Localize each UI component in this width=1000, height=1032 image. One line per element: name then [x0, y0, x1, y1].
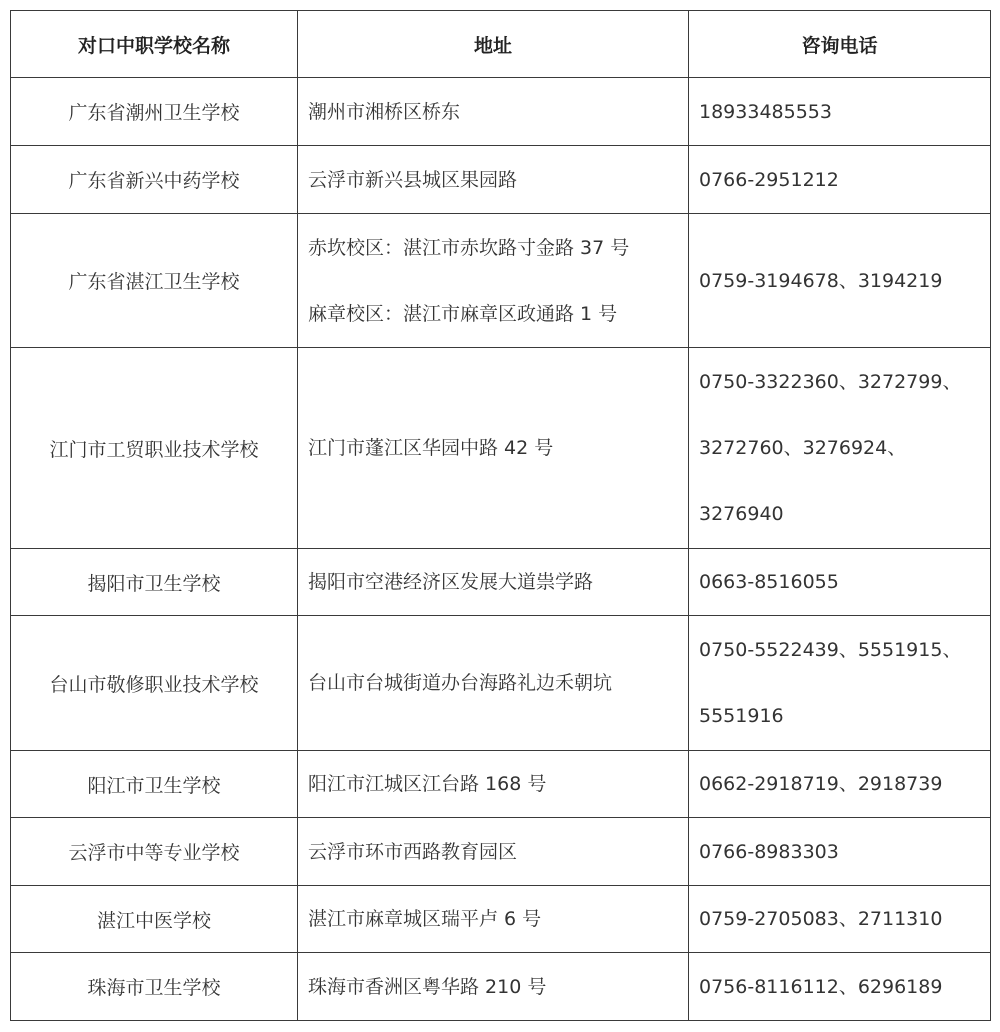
table-row [11, 953, 991, 1021]
phone-cell [689, 146, 991, 214]
phone-cell-line: 0750-3322360、3272799、 [699, 371, 962, 393]
school-name-cell: 广东省湛江卫生学校 [11, 214, 298, 348]
address-cell-line: 潮州市湘桥区桥东 [308, 100, 461, 123]
school-name-cell: 阳江市卫生学校 [11, 751, 298, 818]
phone-cell [689, 953, 991, 1021]
address-cell [298, 549, 689, 616]
school-name-cell: 江门市工贸职业技术学校 [11, 348, 298, 549]
table-row [11, 78, 991, 146]
table-row [11, 146, 991, 214]
table-row [11, 549, 991, 616]
address-cell [298, 616, 689, 751]
phone-cell-line: 0766-2951212 [699, 168, 839, 191]
address-cell-line: 赤坎校区：湛江市赤坎路寸金路 37 号 [308, 236, 630, 259]
address-cell [298, 818, 689, 886]
header-phone: 咨询电话 [689, 11, 991, 78]
table-row [11, 818, 991, 886]
phone-cell [689, 751, 991, 818]
address-cell-line: 麻章校区：湛江市麻章区政通路 1 号 [308, 302, 618, 325]
school-name-cell: 广东省潮州卫生学校 [11, 78, 298, 146]
header-school-name: 对口中职学校名称 [11, 11, 298, 78]
phone-cell-line: 0759-3194678、3194219 [699, 269, 943, 292]
phone-cell-line: 0756-8116112、6296189 [699, 975, 943, 998]
table-row [11, 616, 991, 751]
address-cell-line: 云浮市环市西路教育园区 [308, 840, 518, 863]
phone-cell [689, 549, 991, 616]
address-cell-line: 江门市蓬江区华园中路 42 号 [308, 437, 554, 459]
school-name-cell: 揭阳市卫生学校 [11, 549, 298, 616]
phone-cell-line: 3276940 [699, 503, 784, 525]
phone-cell-line: 5551916 [699, 705, 784, 727]
address-cell-line: 湛江市麻章城区瑞平卢 6 号 [308, 908, 542, 930]
header-row [11, 11, 991, 78]
phone-cell-line: 3272760、3276924、 [699, 437, 907, 459]
school-contact-table [10, 10, 991, 1021]
table-row [11, 751, 991, 818]
phone-cell-line: 0759-2705083、2711310 [699, 908, 943, 930]
phone-cell [689, 348, 991, 549]
address-cell-line: 云浮市新兴县城区果园路 [308, 168, 518, 191]
phone-cell-line: 0663-8516055 [699, 571, 839, 593]
school-name-cell: 云浮市中等专业学校 [11, 818, 298, 886]
phone-cell [689, 78, 991, 146]
address-cell [298, 78, 689, 146]
phone-cell [689, 886, 991, 953]
address-cell [298, 214, 689, 348]
phone-cell [689, 214, 991, 348]
address-cell-line: 阳江市江城区江台路 168 号 [308, 773, 547, 795]
address-cell-line: 台山市台城街道办台海路礼边禾朝坑 [308, 672, 613, 694]
phone-cell-line: 0662-2918719、2918739 [699, 773, 943, 795]
table-row [11, 886, 991, 953]
address-cell-line: 珠海市香洲区粤华路 210 号 [308, 975, 547, 998]
table-row [11, 348, 991, 549]
header-address: 地址 [298, 11, 689, 78]
phone-cell-line: 18933485553 [699, 100, 832, 123]
phone-cell-line: 0750-5522439、5551915、 [699, 639, 962, 661]
school-name-cell: 广东省新兴中药学校 [11, 146, 298, 214]
phone-cell-line: 0766-8983303 [699, 840, 839, 863]
address-cell [298, 953, 689, 1021]
address-cell [298, 146, 689, 214]
address-cell [298, 348, 689, 549]
address-cell [298, 751, 689, 818]
table-row [11, 214, 991, 348]
phone-cell [689, 818, 991, 886]
school-name-cell: 湛江中医学校 [11, 886, 298, 953]
address-cell [298, 886, 689, 953]
address-cell-line: 揭阳市空港经济区发展大道祟学路 [308, 571, 594, 593]
school-name-cell: 台山市敬修职业技术学校 [11, 616, 298, 751]
phone-cell [689, 616, 991, 751]
school-name-cell: 珠海市卫生学校 [11, 953, 298, 1021]
